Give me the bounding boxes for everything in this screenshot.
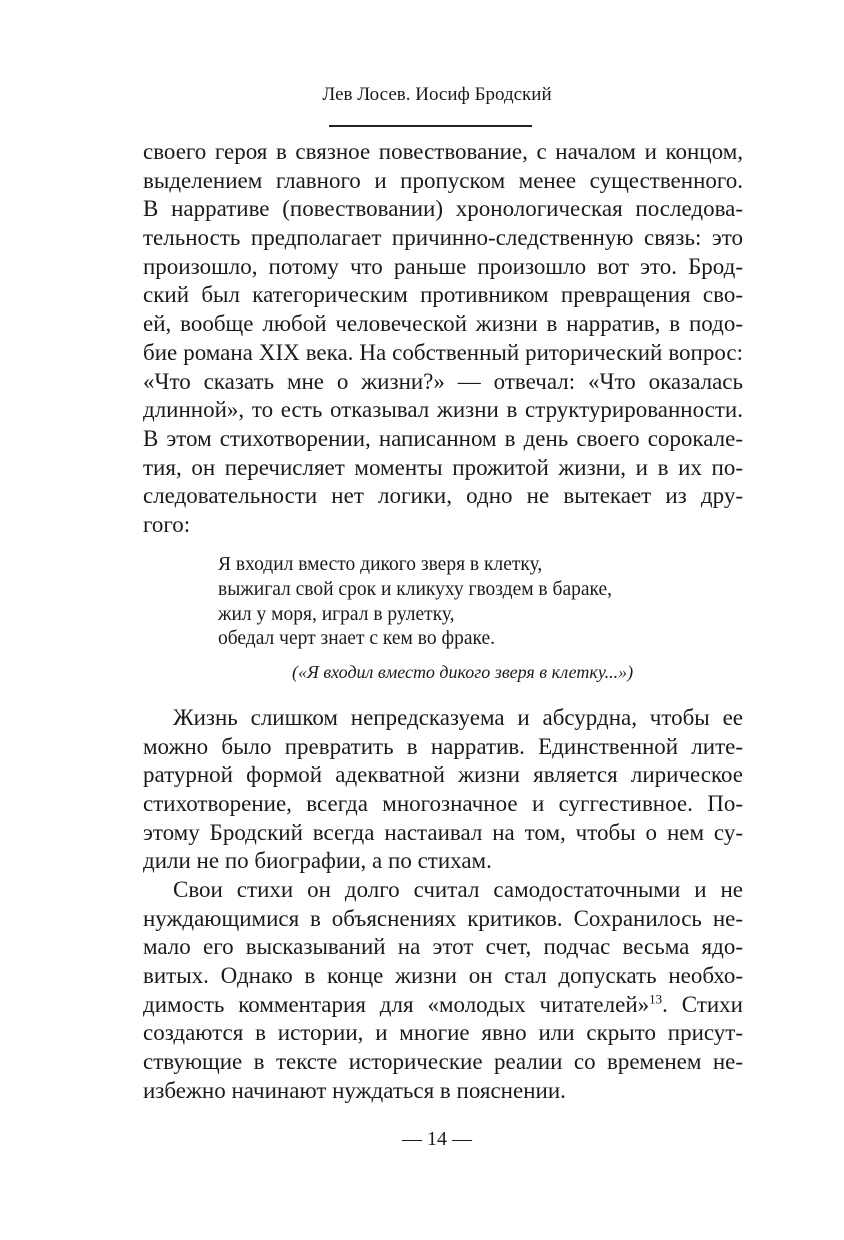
text-line: ратурной формой адекватной жизни является лирическое xyxy=(143,762,743,788)
text-line-with-footnote xyxy=(143,991,743,1020)
text-line: этому Бродский всегда настаивал на том, чтобы о нем су- xyxy=(143,819,743,845)
page-number: — 14 — xyxy=(402,1128,472,1150)
text-segment: димость комментария для «молодых читателей» xyxy=(143,991,650,1017)
text-line: Жизнь слишком непредсказуема и абсурдна, чтобы ее xyxy=(173,705,743,730)
text-line: ей, вообще любой человеческой жизни в нарратив, в подо- xyxy=(143,311,743,337)
text-line: стихотворение, всегда многозначное и суггестивное. По- xyxy=(143,791,743,817)
text-line: тельность предполагает причинно-следственную связь: это xyxy=(143,225,743,251)
paragraph-3 xyxy=(143,876,743,1106)
text-line: нуждающимися в объяснениях критиков. Сохранилось не- xyxy=(143,905,743,931)
text-line: следовательности нет логики, одно не вытекает из дру- xyxy=(143,483,743,509)
running-title: Лев Лосев. Иосиф Бродский xyxy=(322,84,552,105)
text-line: В нарративе (повествовании) хронологическая последова- xyxy=(143,196,743,222)
text-line: произошло, потому что раньше произошло вот это. Брод- xyxy=(143,253,743,279)
poem-quote xyxy=(218,553,612,652)
paragraph-1 xyxy=(143,138,743,540)
text-line: ский был категорическим противником превращения сво- xyxy=(143,282,743,308)
text-line: «Что сказать мне о жизни?» — отвечал: «Что оказалась xyxy=(143,368,743,394)
paragraph-2 xyxy=(143,704,743,876)
text-line: ствующие в тексте исторические реалии со временем не- xyxy=(143,1049,743,1075)
header-rule xyxy=(329,125,532,127)
text-line: своего героя в связное повествование, с началом и концом, xyxy=(143,139,743,164)
text-line: можно было превратить в нарратив. Единственной лите- xyxy=(143,733,743,759)
text-segment: . Стихи xyxy=(662,991,743,1017)
text-line: бие романа XIX века. На собственный риторический вопрос: xyxy=(143,339,743,365)
poem-citation: («Я входил вместо дикого зверя в клетку...») xyxy=(292,662,634,682)
text-line: тия, он перечисляет моменты прожитой жизни, и в их по- xyxy=(143,454,743,480)
text-line: мало его высказываний на этот счет, подчас весьма ядо- xyxy=(143,934,743,960)
text-line: длинной», то есть отказывал жизни в структурированности. xyxy=(143,397,743,423)
text-line: избежно начинают нуждаться в пояснении. xyxy=(143,1077,566,1103)
text-line: дили не по биографии, а по стихам. xyxy=(143,848,492,874)
text-line: витых. Однако в конце жизни он стал допускать необхо- xyxy=(143,963,743,989)
footnote-ref[interactable]: 13 xyxy=(649,991,663,1007)
text-line: В этом стихотворении, написанном в день своего сорокале- xyxy=(143,425,743,451)
poem-line: обедал черт знает с кем во фраке. xyxy=(218,628,496,650)
text-line: гого: xyxy=(143,511,191,537)
text-line: выделением главного и пропуском менее существенного. xyxy=(143,167,743,193)
poem-line: выжигал свой срок и кликуху гвоздем в бараке, xyxy=(218,578,613,600)
poem-line: Я входил вместо дикого зверя в клетку, xyxy=(218,554,543,575)
poem-line: жил у моря, играл в рулетку, xyxy=(218,603,455,625)
text-line: Свои стихи он долго считал самодостаточными и не xyxy=(173,877,743,902)
text-line: создаются в истории, и многие явно или скрыто присут- xyxy=(143,1020,743,1046)
